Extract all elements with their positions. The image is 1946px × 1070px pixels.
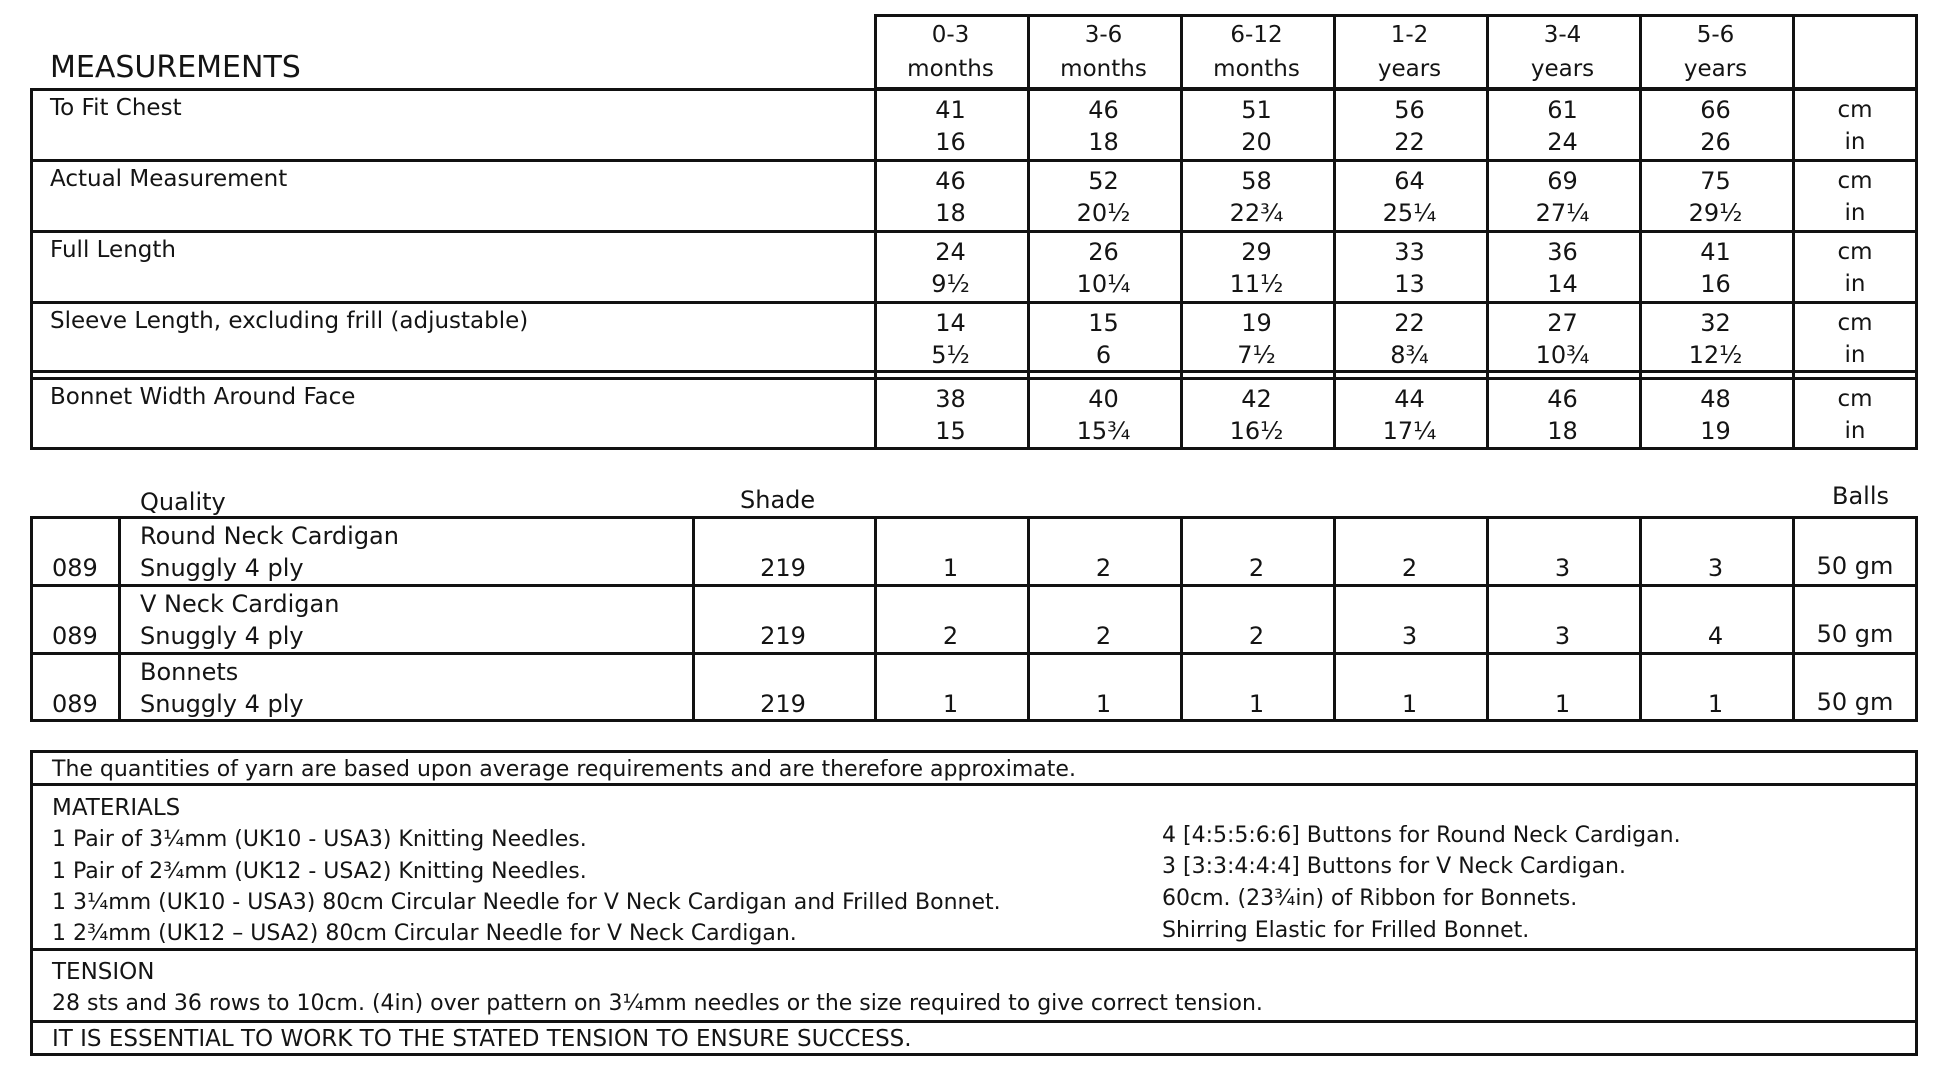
unit-in: in — [1844, 418, 1866, 444]
size-label-top: 3-4 — [1543, 22, 1582, 48]
unit-in: in — [1844, 129, 1866, 155]
measurement-label: Bonnet Width Around Face — [50, 384, 356, 410]
balls-header: Balls — [1832, 482, 1890, 510]
in-value: 12½ — [1688, 341, 1743, 369]
in-value: 19 — [1700, 417, 1731, 445]
ball-count: 1 — [1401, 690, 1418, 718]
yarn-shade: 219 — [760, 690, 806, 718]
in-value: 16½ — [1229, 417, 1284, 445]
cm-value: 27 — [1547, 309, 1578, 337]
ball-count: 2 — [942, 622, 959, 650]
cm-value: 33 — [1394, 238, 1425, 266]
cm-value: 66 — [1700, 96, 1731, 124]
yarn-quality: Snuggly 4 ply — [140, 690, 304, 718]
cm-value: 41 — [935, 96, 966, 124]
quantities-note: The quantities of yarn are based upon average requirements and are therefore approximate. — [52, 757, 1076, 782]
ball-weight: 50 gm — [1816, 552, 1894, 580]
in-value: 29½ — [1688, 199, 1743, 227]
row-divider — [30, 652, 1918, 655]
row-divider — [30, 230, 1918, 233]
ball-count: 3 — [1554, 622, 1571, 650]
unit-cm: cm — [1837, 386, 1873, 412]
ball-count: 2 — [1248, 622, 1265, 650]
material-item: 60cm. (23¾in) of Ribbon for Bonnets. — [1162, 886, 1578, 911]
in-value: 7½ — [1237, 341, 1276, 369]
quality-header: Quality — [140, 488, 226, 516]
in-value: 9½ — [931, 270, 970, 298]
ball-weight: 50 gm — [1816, 620, 1894, 648]
yarn-quality: Snuggly 4 ply — [140, 554, 304, 582]
ball-count: 4 — [1707, 622, 1724, 650]
yarn-code: 089 — [52, 622, 98, 650]
shade-header: Shade — [740, 486, 816, 514]
column-divider — [118, 516, 121, 722]
material-item: 1 Pair of 2¾mm (UK12 - USA2) Knitting Needles. — [52, 859, 587, 884]
unit-in: in — [1844, 271, 1866, 297]
cm-value: 15 — [1088, 309, 1119, 337]
yarn-code: 089 — [52, 554, 98, 582]
cm-value: 24 — [935, 238, 966, 266]
in-value: 20½ — [1076, 199, 1131, 227]
cm-value: 46 — [935, 167, 966, 195]
material-item: 1 2¾mm (UK12 – USA2) 80cm Circular Needle for V Neck Cardigan. — [52, 921, 797, 946]
size-label-top: 6-12 — [1230, 22, 1283, 48]
in-value: 6 — [1095, 341, 1112, 369]
ball-count: 1 — [1554, 690, 1571, 718]
in-value: 25¼ — [1382, 199, 1437, 227]
unit-in: in — [1844, 342, 1866, 368]
unit-cm: cm — [1837, 168, 1873, 194]
yarn-item-name: Bonnets — [140, 658, 239, 686]
in-value: 16 — [1700, 270, 1731, 298]
tension-heading: TENSION — [52, 959, 155, 985]
cm-value: 51 — [1241, 96, 1272, 124]
ball-count: 1 — [1707, 690, 1724, 718]
in-value: 27¼ — [1535, 199, 1590, 227]
material-item: 3 [3:3:4:4:4] Buttons for V Neck Cardigan. — [1162, 854, 1626, 879]
in-value: 11½ — [1229, 270, 1284, 298]
in-value: 17¼ — [1382, 417, 1437, 445]
cm-value: 40 — [1088, 385, 1119, 413]
cm-value: 46 — [1088, 96, 1119, 124]
notes-divider — [30, 1020, 1918, 1023]
cm-value: 29 — [1241, 238, 1272, 266]
in-value: 16 — [935, 128, 966, 156]
row-divider — [30, 377, 1918, 380]
in-value: 5½ — [931, 341, 970, 369]
size-label-bottom: months — [1213, 56, 1300, 82]
tension-warning: IT IS ESSENTIAL TO WORK TO THE STATED TENSION TO ENSURE SUCCESS. — [52, 1026, 912, 1052]
measurement-label: Full Length — [50, 237, 176, 263]
cm-value: 52 — [1088, 167, 1119, 195]
in-value: 18 — [1547, 417, 1578, 445]
cm-value: 46 — [1547, 385, 1578, 413]
cm-value: 69 — [1547, 167, 1578, 195]
in-value: 10¼ — [1076, 270, 1131, 298]
size-label-bottom: years — [1530, 56, 1595, 82]
in-value: 22 — [1394, 128, 1425, 156]
cm-value: 19 — [1241, 309, 1272, 337]
measurement-label: Sleeve Length, excluding frill (adjustable) — [50, 308, 529, 334]
ball-count: 3 — [1554, 554, 1571, 582]
ball-count: 2 — [1248, 554, 1265, 582]
in-value: 24 — [1547, 128, 1578, 156]
cm-value: 14 — [935, 309, 966, 337]
cm-value: 44 — [1394, 385, 1425, 413]
size-label-bottom: years — [1377, 56, 1442, 82]
cm-value: 42 — [1241, 385, 1272, 413]
ball-count: 2 — [1095, 622, 1112, 650]
material-item: 1 Pair of 3¼mm (UK10 - USA3) Knitting Needles. — [52, 827, 587, 852]
ball-count: 1 — [1248, 690, 1265, 718]
row-divider — [30, 584, 1918, 587]
size-label-top: 1-2 — [1390, 22, 1429, 48]
measurement-label: Actual Measurement — [50, 166, 288, 192]
ball-count: 1 — [942, 690, 959, 718]
ball-count: 2 — [1401, 554, 1418, 582]
tension-text: 28 sts and 36 rows to 10cm. (4in) over pattern on 3¼mm needles or the size required to give correct tension. — [52, 991, 1263, 1016]
in-value: 18 — [935, 199, 966, 227]
row-divider — [30, 301, 1918, 304]
cm-value: 36 — [1547, 238, 1578, 266]
ball-count: 1 — [1095, 690, 1112, 718]
cm-value: 58 — [1241, 167, 1272, 195]
cm-value: 22 — [1394, 309, 1425, 337]
yarn-item-name: Round Neck Cardigan — [140, 522, 399, 550]
unit-cm: cm — [1837, 97, 1873, 123]
material-item: 4 [4:5:5:6:6] Buttons for Round Neck Cardigan. — [1162, 823, 1681, 848]
size-label-top: 5-6 — [1696, 22, 1735, 48]
size-label-bottom: years — [1683, 56, 1748, 82]
in-value: 15 — [935, 417, 966, 445]
ball-count: 3 — [1401, 622, 1418, 650]
in-value: 8¾ — [1390, 341, 1429, 369]
row-divider — [30, 159, 1918, 162]
cm-value: 41 — [1700, 238, 1731, 266]
in-value: 10¾ — [1535, 341, 1590, 369]
ball-count: 2 — [1095, 554, 1112, 582]
unit-cm: cm — [1837, 239, 1873, 265]
size-label-bottom: months — [907, 56, 994, 82]
in-value: 22¾ — [1229, 199, 1284, 227]
measurements-heading: MEASUREMENTS — [50, 50, 301, 85]
ball-count: 1 — [942, 554, 959, 582]
ball-weight: 50 gm — [1816, 688, 1894, 716]
cm-value: 48 — [1700, 385, 1731, 413]
in-value: 15¾ — [1076, 417, 1131, 445]
yarn-shade: 219 — [760, 554, 806, 582]
unit-in: in — [1844, 200, 1866, 226]
notes-divider — [30, 948, 1918, 951]
yarn-shade: 219 — [760, 622, 806, 650]
measurement-label: To Fit Chest — [50, 95, 182, 121]
in-value: 18 — [1088, 128, 1119, 156]
size-label-top: 0-3 — [931, 22, 970, 48]
cm-value: 56 — [1394, 96, 1425, 124]
ball-count: 3 — [1707, 554, 1724, 582]
yarn-item-name: V Neck Cardigan — [140, 590, 340, 618]
cm-value: 61 — [1547, 96, 1578, 124]
cm-value: 26 — [1088, 238, 1119, 266]
material-item: Shirring Elastic for Frilled Bonnet. — [1162, 918, 1530, 943]
cm-value: 32 — [1700, 309, 1731, 337]
size-label-top: 3-6 — [1084, 22, 1123, 48]
cm-value: 75 — [1700, 167, 1731, 195]
cm-value: 38 — [935, 385, 966, 413]
size-label-bottom: months — [1060, 56, 1147, 82]
material-item: 1 3¼mm (UK10 - USA3) 80cm Circular Needle for V Neck Cardigan and Frilled Bonnet. — [52, 890, 1001, 915]
materials-heading: MATERIALS — [52, 795, 181, 821]
in-value: 20 — [1241, 128, 1272, 156]
cm-value: 64 — [1394, 167, 1425, 195]
in-value: 13 — [1394, 270, 1425, 298]
yarn-quality: Snuggly 4 ply — [140, 622, 304, 650]
yarn-code: 089 — [52, 690, 98, 718]
unit-cm: cm — [1837, 310, 1873, 336]
in-value: 26 — [1700, 128, 1731, 156]
in-value: 14 — [1547, 270, 1578, 298]
